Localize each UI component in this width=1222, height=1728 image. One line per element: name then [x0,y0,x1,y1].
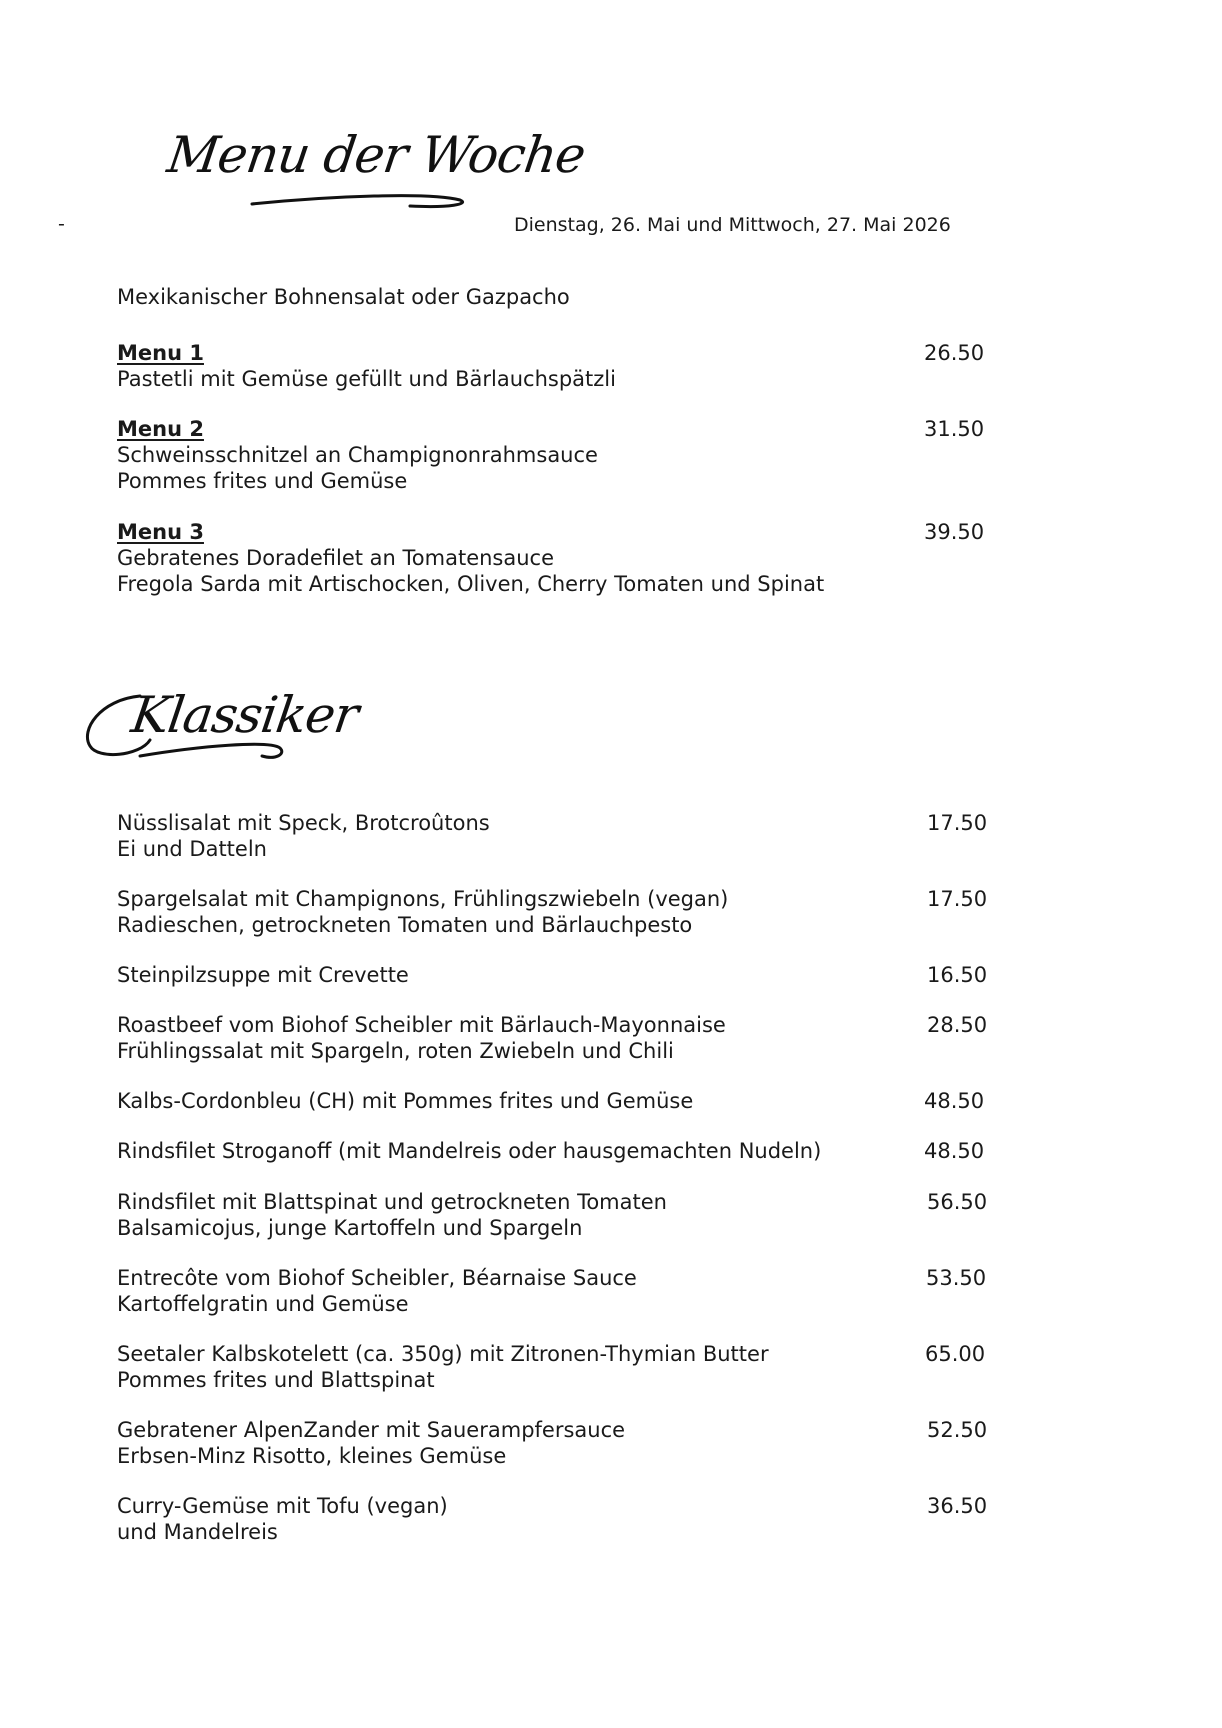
item-7-price: 56.50 [927,1190,988,1214]
item-9-price: 65.00 [925,1342,986,1366]
starter-text: Mexikanischer Bohnensalat oder Gazpacho [117,285,570,309]
item-3-line-1: Steinpilzsuppe mit Crevette [117,963,409,987]
klassiker-item-5 [117,1088,987,1114]
item-11-line-2: und Mandelreis [117,1520,278,1544]
klassiker-item-9 [117,1341,987,1393]
item-1-price: 17.50 [927,811,988,835]
item-10-line-2: Erbsen-Minz Risotto, kleines Gemüse [117,1444,507,1468]
menu-2-line-1: Schweinsschnitzel an Champignonrahmsauce [117,443,598,467]
menu-3-heading: Menu 3 [117,520,204,544]
item-4-line-2: Frühlingssalat mit Spargeln, roten Zwiebeln und Chili [117,1039,674,1063]
menu-3-line-2: Fregola Sarda mit Artischocken, Oliven, Cherry Tomaten und Spinat [117,572,825,596]
klassiker-item-7 [117,1189,987,1241]
menu-der-woche-title: Menu der Woche [163,126,589,184]
item-6-line-1: Rindsfilet Stroganoff (mit Mandelreis oder hausgemachten Nudeln) [117,1139,822,1163]
item-10-line-1: Gebratener AlpenZander mit Sauerampfersauce [117,1418,626,1442]
klassiker-item-1 [117,810,987,862]
item-8-line-1: Entrecôte vom Biohof Scheibler, Béarnaise Sauce [117,1266,637,1290]
leading-dash: - [58,213,65,235]
item-8-line-2: Kartoffelgratin und Gemüse [117,1292,409,1316]
item-6-price: 48.50 [924,1139,985,1163]
item-11-price: 36.50 [927,1494,988,1518]
menu-3 [117,519,987,597]
menu-3-line-1: Gebratenes Doradefilet an Tomatensauce [117,546,555,570]
klassiker-title: Klassiker [127,686,362,744]
item-8-price: 53.50 [926,1266,987,1290]
item-2-line-1: Spargelsalat mit Champignons, Frühlingszwiebeln (vegan) [117,887,729,911]
item-4-price: 28.50 [927,1013,988,1037]
menu-1 [117,340,987,392]
menu-2-heading: Menu 2 [117,417,204,441]
item-7-line-2: Balsamicojus, junge Kartoffeln und Spargeln [117,1216,583,1240]
item-1-line-1: Nüsslisalat mit Speck, Brotcroûtons [117,811,490,835]
klassiker-item-8 [117,1265,987,1317]
menu-3-price: 39.50 [924,520,985,544]
item-3-price: 16.50 [927,963,988,987]
menu-1-line-1: Pastetli mit Gemüse gefüllt und Bärlauchspätzli [117,367,616,391]
klassiker-item-4 [117,1012,987,1064]
item-2-line-2: Radieschen, getrockneten Tomaten und Bärlauchpesto [117,913,693,937]
item-1-line-2: Ei und Datteln [117,837,267,861]
menu-date: Dienstag, 26. Mai und Mittwoch, 27. Mai 2026 [514,214,951,236]
klassiker-item-2 [117,886,987,938]
menu-1-heading: Menu 1 [117,341,204,365]
item-10-price: 52.50 [927,1418,988,1442]
item-4-line-1: Roastbeef vom Biohof Scheibler mit Bärlauch-Mayonnaise [117,1013,726,1037]
item-11-line-1: Curry-Gemüse mit Tofu (vegan) [117,1494,448,1518]
menu-2 [117,416,987,494]
klassiker-item-11 [117,1493,987,1545]
item-2-price: 17.50 [927,887,988,911]
klassiker-item-3 [117,962,987,988]
item-9-line-1: Seetaler Kalbskotelett (ca. 350g) mit Zitronen-Thymian Butter [117,1342,769,1366]
menu-2-price: 31.50 [924,417,985,441]
menu-2-line-2: Pommes frites und Gemüse [117,469,408,493]
klassiker-item-10 [117,1417,987,1469]
starter-line [117,284,987,310]
item-7-line-1: Rindsfilet mit Blattspinat und getrockneten Tomaten [117,1190,667,1214]
title-swash-underline [250,186,550,216]
menu-1-price: 26.50 [924,341,985,365]
item-9-line-2: Pommes frites und Blattspinat [117,1368,435,1392]
item-5-line-1: Kalbs-Cordonbleu (CH) mit Pommes frites und Gemüse [117,1089,694,1113]
item-5-price: 48.50 [924,1089,985,1113]
klassiker-item-6 [117,1138,987,1164]
